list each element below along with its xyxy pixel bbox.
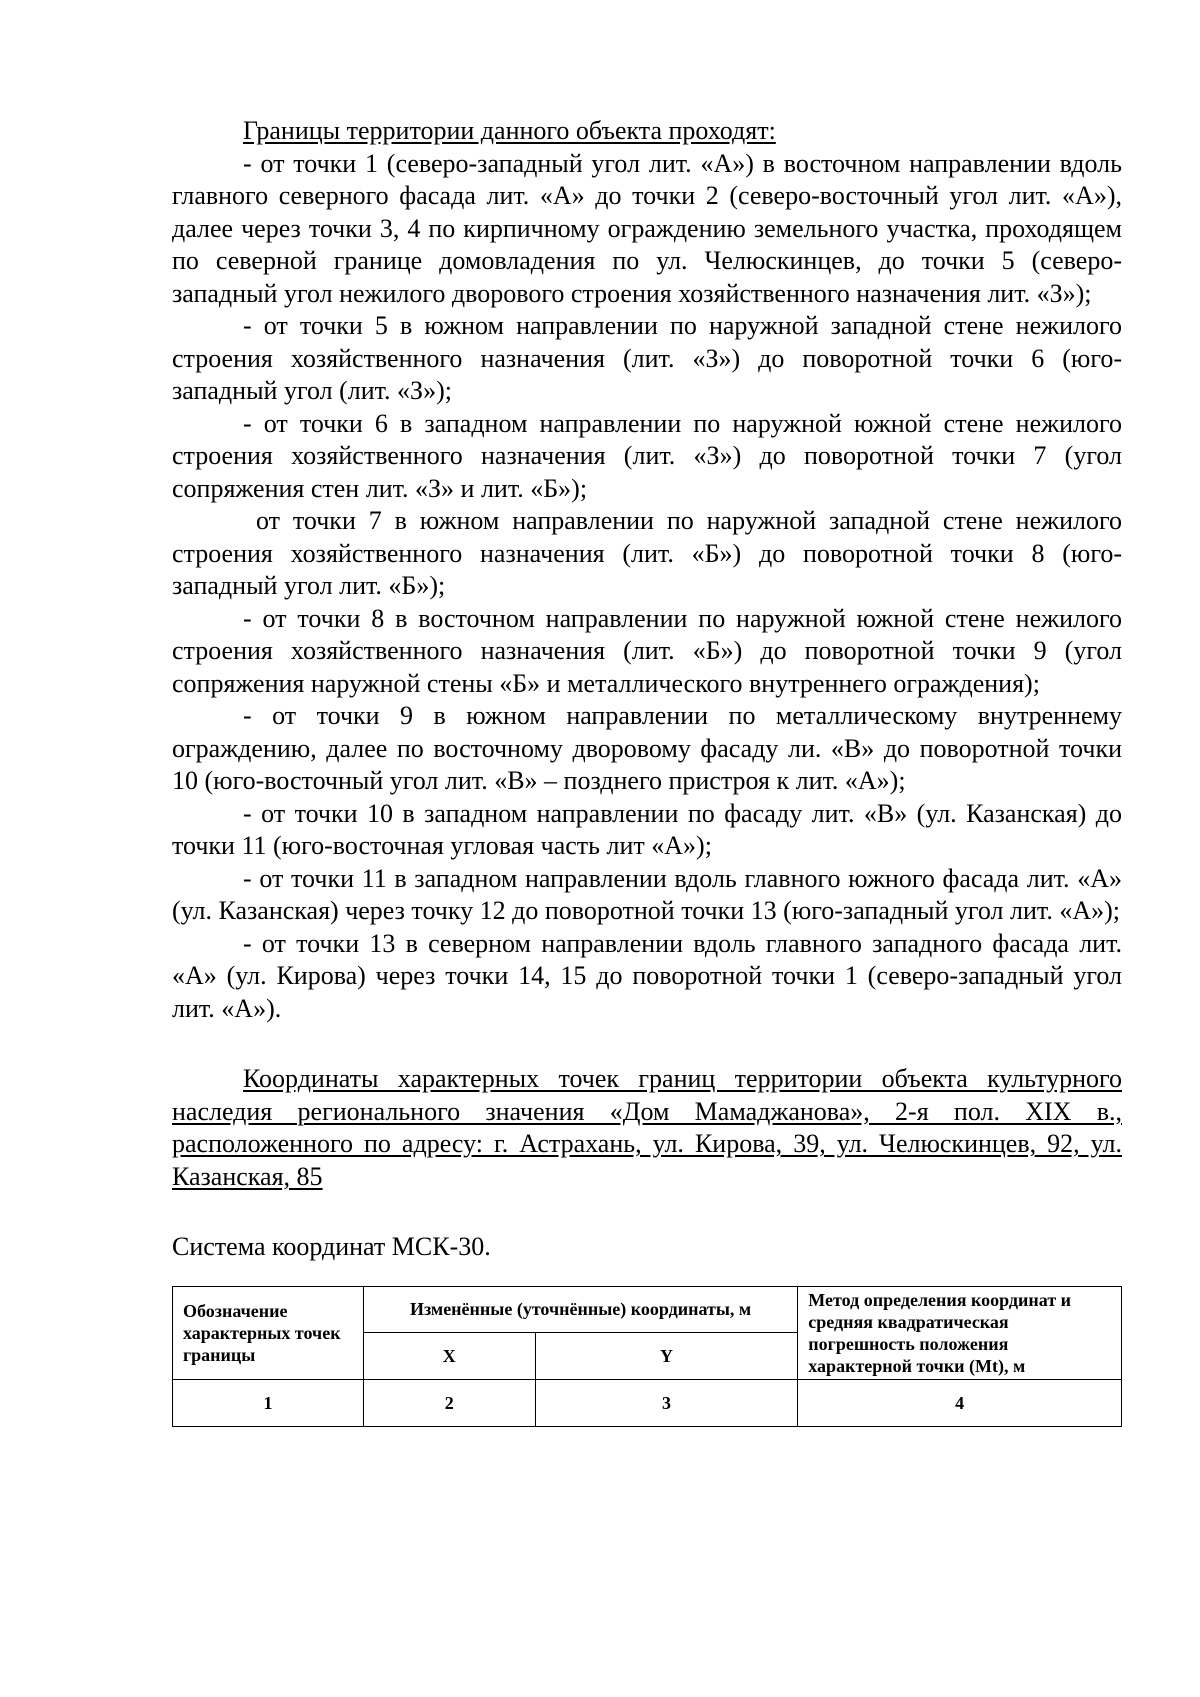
boundary-heading: Границы территории данного объекта проходят: xyxy=(243,116,776,145)
column-number-1: 1 xyxy=(173,1379,364,1426)
boundary-paragraph-9: - от точки 13 в северном направлении вдоль главного западного фасада лит. «А» (ул. Кирова) через точки 14, 15 до поворотной точки 1 (северо-западный угол лит. «А»). xyxy=(172,928,1122,1023)
header-points: Обозначение характерных точек границы xyxy=(173,1286,364,1379)
boundary-paragraph-6: - от точки 9 в южном направлении по металлическому внутреннему ограждению, далее по восточному дворовому фасаду ли. «В» до поворотной точки 10 (юго-восточный угол лит. «В» – позднего пристроя к лит. «А»); xyxy=(172,701,1122,795)
boundary-paragraph-8: - от точки 11 в западном направлении вдоль главного южного фасада лит. «А» (ул. Казанская) через точку 12 до поворотной точки 13 (юго-западный угол лит. «А»); xyxy=(172,863,1122,925)
boundary-paragraph-2: - от точки 5 в южном направлении по наружной западной стене нежилого строения хозяйственного назначения (лит. «З») до поворотной точки 6 (юго-западный угол (лит. «З»); xyxy=(172,311,1122,405)
column-number-3: 3 xyxy=(535,1379,798,1426)
header-method: Метод определения координат и средняя квадратическая погрешность положения характерной точки (Mt), м xyxy=(798,1286,1122,1379)
header-y: Y xyxy=(535,1332,798,1379)
coordinate-system: Система координат МСК-30. xyxy=(172,1232,491,1261)
boundary-paragraph-3: - от точки 6 в западном направлении по наружной южной стене нежилого строения хозяйственного назначения (лит. «З») до поворотной точки 7 (угол сопряжения стен лит. «З» и лит. «Б»); xyxy=(172,408,1122,503)
header-x: X xyxy=(363,1332,535,1379)
boundary-paragraph-4: от точки 7 в южном направлении по наружной западной стене нежилого строения хозяйственного назначения (лит. «Б») до поворотной точки 8 (юго-западный угол лит. «Б»); xyxy=(172,506,1122,600)
header-coordinates: Изменённые (уточнённые) координаты, м xyxy=(363,1286,797,1332)
table-row xyxy=(173,1379,1122,1426)
column-number-2: 2 xyxy=(363,1379,535,1426)
column-number-4: 4 xyxy=(798,1379,1122,1426)
document-page xyxy=(172,115,1122,1427)
coordinates-table xyxy=(172,1286,1122,1427)
boundary-paragraph-7: - от точки 10 в западном направлении по фасаду лит. «В» (ул. Казанская) до точки 11 (юго-восточная угловая часть лит «А»); xyxy=(172,798,1122,860)
boundary-paragraph-5: - от точки 8 в восточном направлении по наружной южной стене нежилого строения хозяйственного назначения (лит. «Б») до поворотной точки 9 (угол сопряжения наружной стены «Б» и металлического внутреннего ограждения); xyxy=(172,603,1122,698)
table-header-row xyxy=(173,1286,1122,1332)
coordinates-title: Координаты характерных точек границ территории объекта культурного наследия регионального значения «Дом Мамаджанова», 2-я пол. XIX в., расположенного по адресу: г. Астрахань, ул. Кирова, 39, ул. Челюскинцев, 92, ул. Казанская, 85 xyxy=(172,1064,1122,1191)
boundary-paragraph-1: - от точки 1 (северо-западный угол лит. «А») в восточном направлении вдоль главного северного фасада лит. «А» до точки 2 (северо-восточный угол лит. «А»), далее через точки 3, 4 по кирпичному ограждению земельного участка, проходящем по северной границе домовладения по ул. Челюскинцев, до точки 5 (северо-западный угол нежилого дворового строения хозяйственного назначения лит. «З»); xyxy=(172,148,1122,308)
